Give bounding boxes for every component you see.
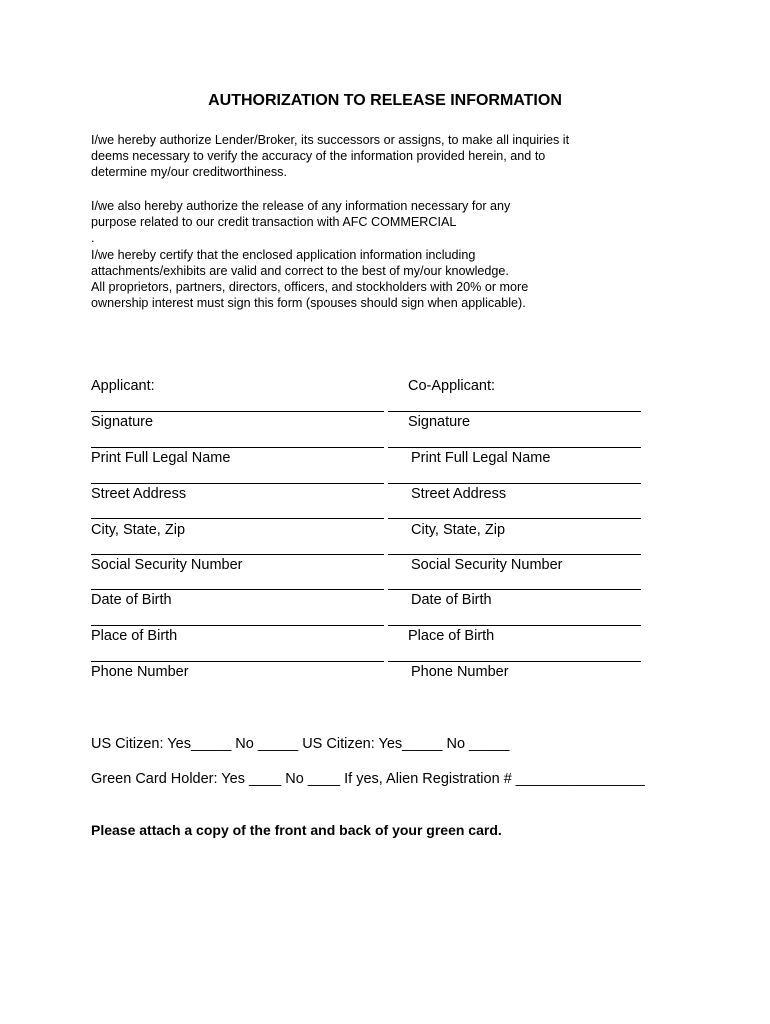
co-applicant-name-label: Print Full Legal Name [411, 450, 551, 466]
co-applicant-ssn-line[interactable] [388, 554, 641, 555]
applicant-ssn-line[interactable] [91, 554, 384, 555]
applicant-dob-line[interactable] [91, 589, 384, 590]
co-applicant-signature-label: Signature [408, 414, 471, 430]
co-applicant-phone-label: Phone Number [411, 664, 509, 680]
green-card-note: Please attach a copy of the front and back of your green card. [91, 822, 502, 838]
paragraph-line: I/we hereby certify that the enclosed application information including [91, 248, 476, 262]
co-applicant-city-line[interactable] [388, 518, 641, 519]
co-applicant-address-label: Street Address [411, 486, 507, 502]
paragraph-line: ownership interest must sign this form (spouses should sign when applicable). [91, 296, 526, 310]
applicant-name-label: Print Full Legal Name [91, 450, 231, 466]
applicant-address-line[interactable] [91, 483, 384, 484]
paragraph-line: I/we also hereby authorize the release of any information necessary for any [91, 199, 511, 213]
co-applicant-name-line[interactable] [388, 447, 641, 448]
co-applicant-city-label: City, State, Zip [411, 522, 506, 538]
citizenship-line[interactable]: US Citizen: Yes_____ No _____ US Citizen: Yes_____ No _____ [91, 736, 510, 752]
applicant-address-label: Street Address [91, 486, 187, 502]
co-applicant-pob-line[interactable] [388, 625, 641, 626]
co-applicant-address-line[interactable] [388, 483, 641, 484]
applicant-city-label: City, State, Zip [91, 522, 186, 538]
paragraph-line: . [91, 231, 95, 245]
co-applicant-signature-line[interactable] [388, 411, 641, 412]
applicant-pob-label: Place of Birth [91, 628, 178, 644]
co-applicant-ssn-label: Social Security Number [411, 557, 563, 573]
co-applicant-pob-label: Place of Birth [408, 628, 495, 644]
applicant-dob-label: Date of Birth [91, 592, 172, 608]
paragraph-line: All proprietors, partners, directors, officers, and stockholders with 20% or more [91, 280, 529, 294]
paragraph-line: I/we hereby authorize Lender/Broker, its successors or assigns, to make all inquiries it [91, 133, 570, 147]
applicant-ssn-label: Social Security Number [91, 557, 243, 573]
paragraph-line: deems necessary to verify the accuracy of the information provided herein, and to [91, 149, 546, 163]
applicant-heading: Applicant: [91, 378, 155, 394]
applicant-signature-line[interactable] [91, 411, 384, 412]
applicant-name-line[interactable] [91, 447, 384, 448]
paragraph-line: determine my/our creditworthiness. [91, 165, 287, 179]
green-card-line[interactable]: Green Card Holder: Yes ____ No ____ If yes, Alien Registration # ________________ [91, 771, 645, 787]
co-applicant-phone-line[interactable] [388, 661, 641, 662]
co-applicant-dob-line[interactable] [388, 589, 641, 590]
authorization-paragraph [91, 132, 651, 180]
paragraph-line: attachments/exhibits are valid and correct to the best of my/our knowledge. [91, 264, 509, 278]
applicant-city-line[interactable] [91, 518, 384, 519]
applicant-phone-line[interactable] [91, 661, 384, 662]
applicant-pob-line[interactable] [91, 625, 384, 626]
co-applicant-dob-label: Date of Birth [411, 592, 492, 608]
co-applicant-heading: Co-Applicant: [408, 378, 496, 394]
paragraph-line: purpose related to our credit transaction with AFC COMMERCIAL [91, 215, 457, 229]
document-title: AUTHORIZATION TO RELEASE INFORMATION [208, 92, 562, 109]
applicant-phone-label: Phone Number [91, 664, 189, 680]
applicant-signature-label: Signature [91, 414, 154, 430]
certification-paragraph [91, 247, 651, 311]
release-paragraph [91, 198, 651, 246]
